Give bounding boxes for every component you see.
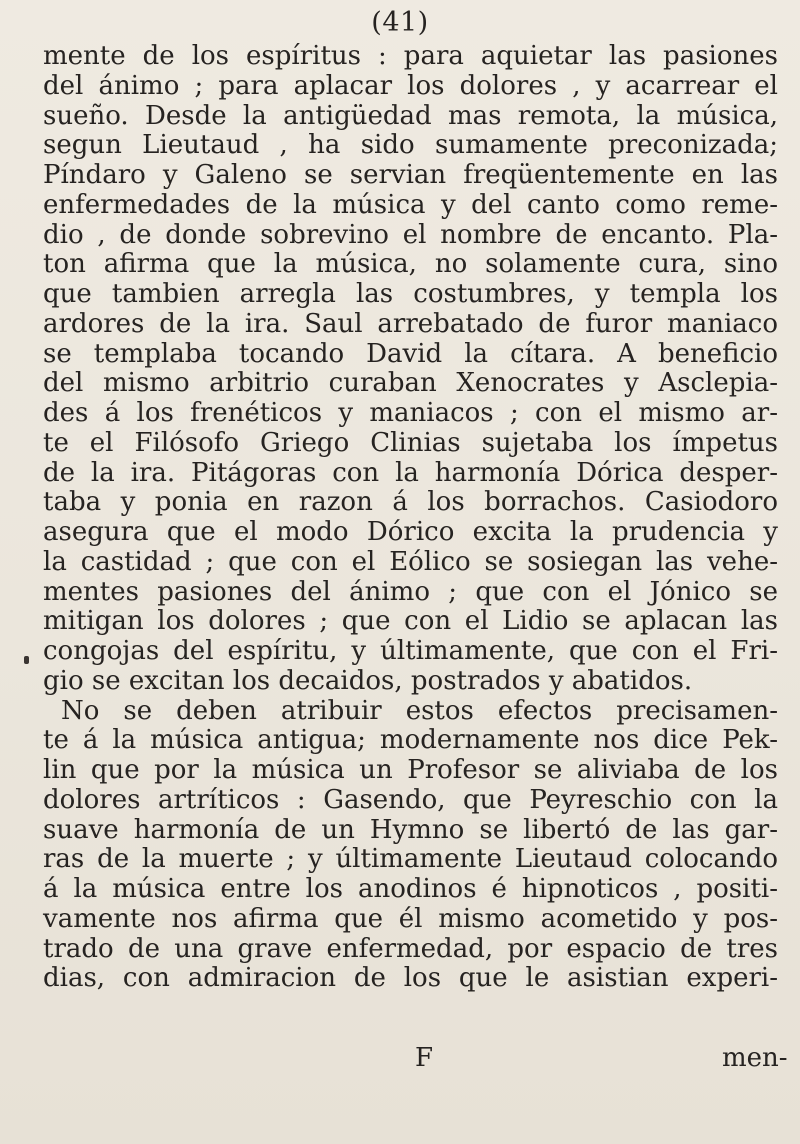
text-line: que tambien arregla las costumbres, y templa los <box>43 279 778 309</box>
text-line: Píndaro y Galeno se servian freqüentemente en las <box>43 160 778 190</box>
text-line: des á los frenéticos y maniacos ; con el mismo ar- <box>43 398 778 428</box>
text-line: dias, con admiracion de los que le asistian experi- <box>43 963 778 994</box>
text-line: á la música entre los anodinos é hipnoticos , positi- <box>43 874 778 904</box>
text-line: enfermedades de la música y del canto como reme- <box>43 189 778 220</box>
text-line: asegura que el modo Dórico excita la prudencia y <box>43 517 778 547</box>
text-line: del ánimo ; para aplacar los dolores , y acarrear el <box>43 70 778 101</box>
text-line: taba y ponia en razon á los borrachos. Casiodoro <box>43 487 778 518</box>
text-line: lin que por la música un Profesor se aliviaba de los <box>43 755 778 785</box>
text-line: de la ira. Pitágoras con la harmonía Dórica desper- <box>43 457 778 488</box>
text-line: gio se excitan los decaidos, postrados y abatidos. <box>43 665 693 696</box>
text-line: No se deben atribuir estos efectos precisamen- <box>61 695 778 726</box>
text-line: congojas del espíritu, y últimamente, que con el Fri- <box>43 636 778 666</box>
margin-ink-mark <box>24 656 29 664</box>
text-line: dio , de donde sobrevino el nombre de encanto. Pla- <box>43 219 778 250</box>
page-number: (41) <box>371 7 429 38</box>
text-line: ras de la muerte ; y últimamente Lieutaud colocando <box>43 844 778 875</box>
text-line: mentes pasiones del ánimo ; que con el Jónico se <box>43 576 778 607</box>
text-line: trado de una grave enfermedad, por espacio de tres <box>43 933 778 964</box>
catchword: men- <box>722 1043 788 1073</box>
signature-mark: F <box>415 1043 434 1073</box>
page-footer <box>0 1043 800 1073</box>
text-line: ardores de la ira. Saul arrebatado de furor maniaco <box>43 308 778 339</box>
text-line: ton afirma que la música, no solamente cura, sino <box>43 249 778 280</box>
text-line: se templaba tocando David la cítara. A beneficio <box>43 338 778 369</box>
text-line: la castidad ; que con el Eólico se sosiegan las vehe- <box>43 546 778 577</box>
text-line: mente de los espíritus : para aquietar las pasiones <box>43 41 778 71</box>
text-line: te el Filósofo Griego Clinias sujetaba los ímpetus <box>43 427 778 458</box>
text-line: mitigan los dolores ; que con el Lidio se aplacan las <box>43 606 778 637</box>
text-line: del mismo arbitrio curaban Xenocrates y Asclepia- <box>43 368 778 399</box>
body-text <box>43 42 778 994</box>
text-line: sueño. Desde la antigüedad mas remota, la música, <box>43 100 778 131</box>
text-line: segun Lieutaud , ha sido sumamente preconizada; <box>43 130 778 161</box>
text-line: suave harmonía de un Hymno se libertó de las gar- <box>43 814 778 845</box>
text-line: vamente nos afirma que él mismo acometido y pos- <box>43 903 778 934</box>
text-line: te á la música antigua; modernamente nos dice Pek- <box>43 725 778 756</box>
text-line: dolores artríticos : Gasendo, que Peyreschio con la <box>43 784 778 815</box>
